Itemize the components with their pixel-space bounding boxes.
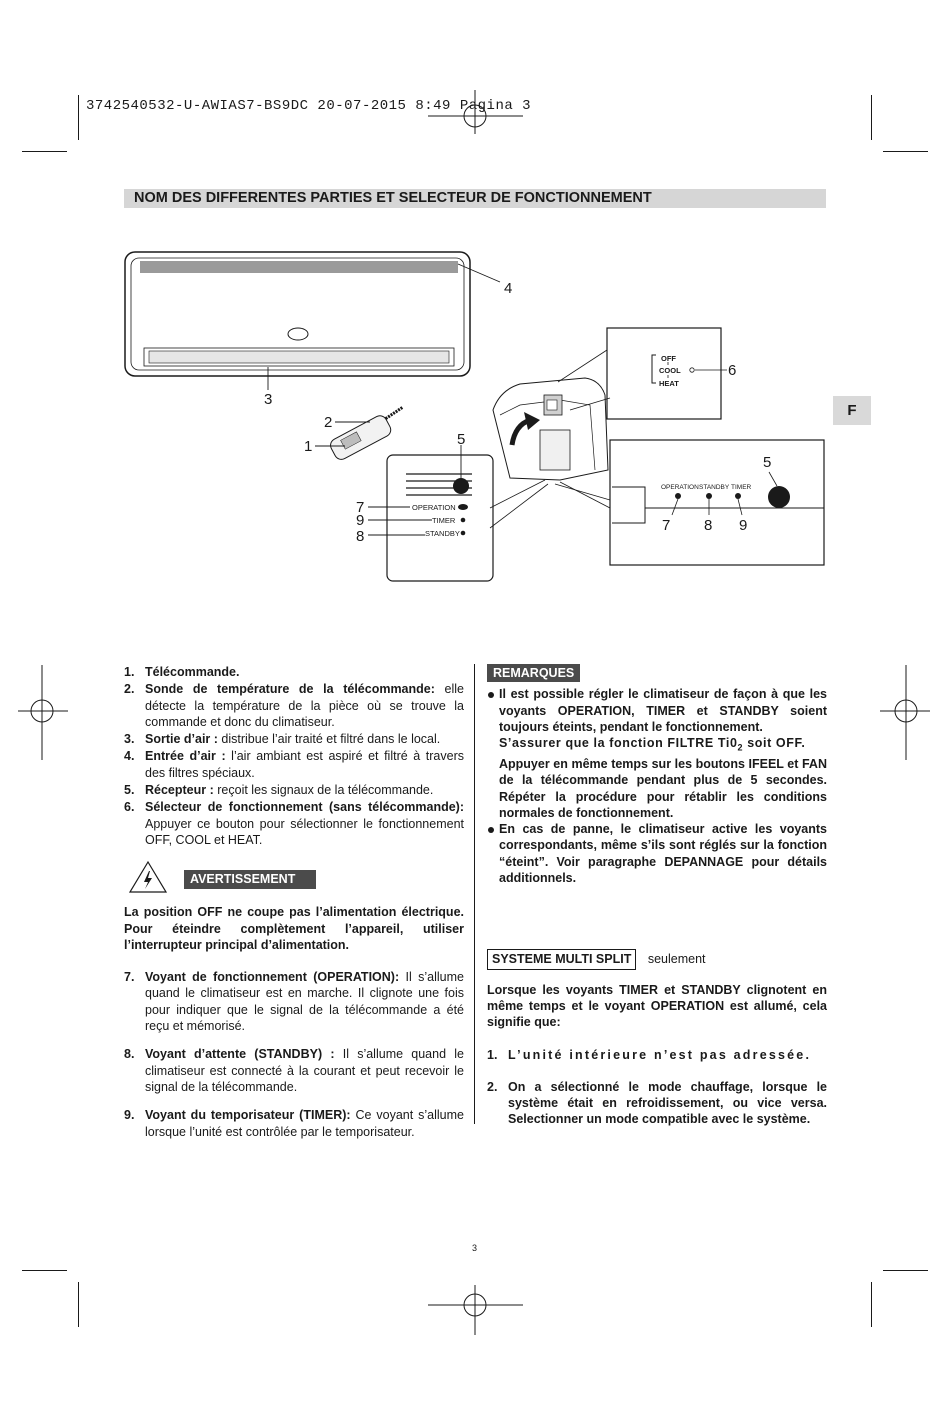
callout-8b: 8 bbox=[704, 517, 713, 534]
remark-filter-subscript: 2 bbox=[737, 742, 744, 753]
column-divider bbox=[474, 664, 475, 1124]
list-item bbox=[124, 748, 464, 781]
item-term: Sonde de température de la télécommande: bbox=[145, 682, 435, 697]
callout-9b: 9 bbox=[739, 517, 748, 534]
item-term: Récepteur : bbox=[145, 783, 214, 798]
callout-2: 2 bbox=[324, 414, 333, 431]
item-description: Il s’allume quand le climatiseur est en marche. Il clignote une fois pour indiquer que le signal de la télécommande a été reçu et mémorisé. bbox=[145, 970, 465, 1034]
item-description: Ce voyant s’allume lorsque l’unité est contrôlée par le temporisateur. bbox=[145, 1108, 464, 1139]
list-item bbox=[124, 731, 464, 747]
multi-split-header bbox=[487, 949, 827, 969]
left-column bbox=[124, 664, 464, 1152]
remark-bullet bbox=[487, 686, 827, 821]
list-item bbox=[124, 799, 464, 848]
item-number: 1. bbox=[487, 1047, 498, 1062]
registration-mark-left bbox=[18, 665, 68, 760]
electric-hazard-icon bbox=[128, 860, 168, 894]
item-description: l’air ambiant est aspiré et filtré à travers des filtres spéciaux. bbox=[145, 749, 464, 780]
language-tab: F bbox=[833, 396, 871, 425]
selector-heat: HEAT bbox=[659, 379, 679, 388]
item-description: reçoit les signaux de la télécommande. bbox=[213, 783, 434, 798]
item-description: On a sélectionné le mode chauffage, lorsque le système était en refroidissement, ou vice versa. Selectionner un mode compatible avec le système. bbox=[508, 1079, 827, 1127]
crop-mark bbox=[22, 1270, 67, 1271]
item-term: Sortie d’air : bbox=[145, 732, 218, 747]
item-number: 8. bbox=[124, 1047, 135, 1062]
multi-split-label: SYSTEME MULTI SPLIT bbox=[487, 949, 636, 969]
remarks-label: REMARQUES bbox=[487, 664, 580, 682]
list-item bbox=[124, 1107, 464, 1140]
list-item bbox=[487, 1047, 827, 1063]
item-description: Appuyer ce bouton pour sélectionner le fonctionnement OFF, COOL et HEAT. bbox=[145, 816, 464, 847]
section-title: NOM DES DIFFERENTES PARTIES ET SELECTEUR DE FONCTIONNEMENT bbox=[134, 190, 652, 206]
remark-filter-end: soit OFF. bbox=[743, 736, 806, 751]
remark-bullet: En cas de panne, le climatiseur active les voyants correspondants, même s’ils sont réglés sur la fonction “éteint”. Voir paragraphe DEPANNAGE pour détails additionnels. bbox=[487, 821, 827, 886]
callout-7: 7 bbox=[356, 499, 365, 516]
item-term: Télécommande. bbox=[145, 665, 240, 679]
indicator-list bbox=[124, 969, 464, 1140]
multi-split-suffix: seulement bbox=[647, 952, 706, 967]
item-term: Voyant d’attente (STANDBY) : bbox=[145, 1047, 335, 1062]
registration-mark-bottom bbox=[428, 1285, 523, 1335]
warning-header bbox=[124, 860, 464, 896]
air-conditioner-diagram bbox=[0, 0, 950, 640]
list-item bbox=[487, 1079, 827, 1128]
callout-7b: 7 bbox=[662, 517, 671, 534]
item-number: 2. bbox=[487, 1079, 498, 1094]
item-description: distribue l’air traité et filtré dans le local. bbox=[217, 732, 441, 747]
item-description: elle détecte la température de la pièce où se trouve la commande et donc du climatiseur. bbox=[145, 682, 464, 729]
selector-cool: COOL bbox=[659, 366, 681, 375]
label-standby-large: STANDBY bbox=[699, 484, 730, 491]
warning-text: La position OFF ne coupe pas l’alimentation électrique. Pour éteindre complètement l’appareil, utiliser l’interrupteur principal d’alimentation. bbox=[124, 905, 464, 952]
page-number: 3 bbox=[472, 1243, 478, 1253]
remark-text: Il est possible régler le climatiseur de façon à que les voyants OPERATION, TIMER et STANDBY soient toujours éteints, pendant le fonctionnement. bbox=[499, 687, 827, 734]
selector-off: OFF bbox=[661, 354, 676, 363]
list-item bbox=[124, 681, 464, 730]
list-item bbox=[124, 664, 464, 680]
crop-mark bbox=[883, 1270, 928, 1271]
callout-1: 1 bbox=[304, 438, 313, 455]
print-header-line: 3742540532-U-AWIAS7-BS9DC 20-07-2015 8:49 Pagina 3 bbox=[86, 98, 532, 114]
item-number: 4. bbox=[124, 749, 135, 764]
list-item bbox=[124, 782, 464, 798]
item-number: 6. bbox=[124, 800, 135, 815]
remark-filter-text: S’assurer que la fonction FILTRE Ti0 bbox=[499, 736, 738, 751]
callout-8: 8 bbox=[356, 528, 365, 545]
callout-3: 3 bbox=[264, 391, 273, 408]
item-description: Il s’allume quand le climatiseur est connecté à la courant et peut recevoir le signal de la télécommande. bbox=[145, 1047, 464, 1094]
list-item bbox=[124, 1046, 464, 1095]
label-standby-small: STANDBY bbox=[425, 529, 460, 538]
multi-split-intro: Lorsque les voyants TIMER et STANDBY clignotent en même temps et le voyant OPERATION est allumé, cela signifie que: bbox=[487, 982, 827, 1030]
label-timer-small: TIMER bbox=[432, 516, 456, 525]
item-number: 5. bbox=[124, 783, 135, 798]
parts-list bbox=[124, 664, 464, 848]
item-term: Voyant de fonctionnement (OPERATION): bbox=[145, 970, 400, 985]
crop-mark bbox=[871, 1282, 872, 1327]
receiver-window bbox=[768, 486, 790, 508]
crop-mark bbox=[78, 1282, 79, 1327]
brand-logo-mark bbox=[288, 328, 308, 340]
receiver-indicator bbox=[453, 478, 469, 494]
callout-6: 6 bbox=[728, 362, 737, 379]
right-column bbox=[487, 664, 827, 1144]
item-term: Sélecteur de fonctionnement (sans télécommande): bbox=[145, 800, 464, 815]
item-number: 1. bbox=[124, 665, 135, 679]
item-term: Entrée d’air : bbox=[145, 749, 226, 764]
item-term: Voyant du temporisateur (TIMER): bbox=[145, 1108, 351, 1123]
air-inlet-grille bbox=[140, 261, 458, 273]
selector-knob bbox=[690, 368, 694, 372]
label-timer-large: TIMER bbox=[731, 484, 752, 491]
callout-5b: 5 bbox=[763, 454, 772, 471]
item-number: 3. bbox=[124, 732, 135, 747]
item-number: 9. bbox=[124, 1108, 135, 1123]
callout-4: 4 bbox=[504, 280, 513, 297]
remote-control bbox=[328, 404, 411, 462]
item-number: 2. bbox=[124, 682, 135, 697]
multi-split-list bbox=[487, 1047, 827, 1128]
display-panel-large bbox=[610, 440, 824, 565]
warning-label: AVERTISSEMENT bbox=[184, 870, 316, 888]
label-operation-small: OPERATION bbox=[412, 503, 456, 512]
callout-5: 5 bbox=[457, 431, 466, 448]
remark-filter-line bbox=[499, 735, 827, 756]
list-item bbox=[124, 969, 464, 1034]
label-operation-large: OPERATION bbox=[661, 484, 699, 491]
callout-9: 9 bbox=[356, 512, 365, 529]
remark-text: Appuyer en même temps sur les boutons IFEEL et FAN de la télécommande pendant plus de 5 secondes. Répéter la procédure pour rétablir les conditions normales de fonctionnement. bbox=[499, 756, 827, 820]
item-number: 7. bbox=[124, 970, 135, 985]
registration-mark-right bbox=[880, 665, 930, 760]
item-description: L’unité intérieure n’est pas adressée. bbox=[508, 1047, 812, 1062]
